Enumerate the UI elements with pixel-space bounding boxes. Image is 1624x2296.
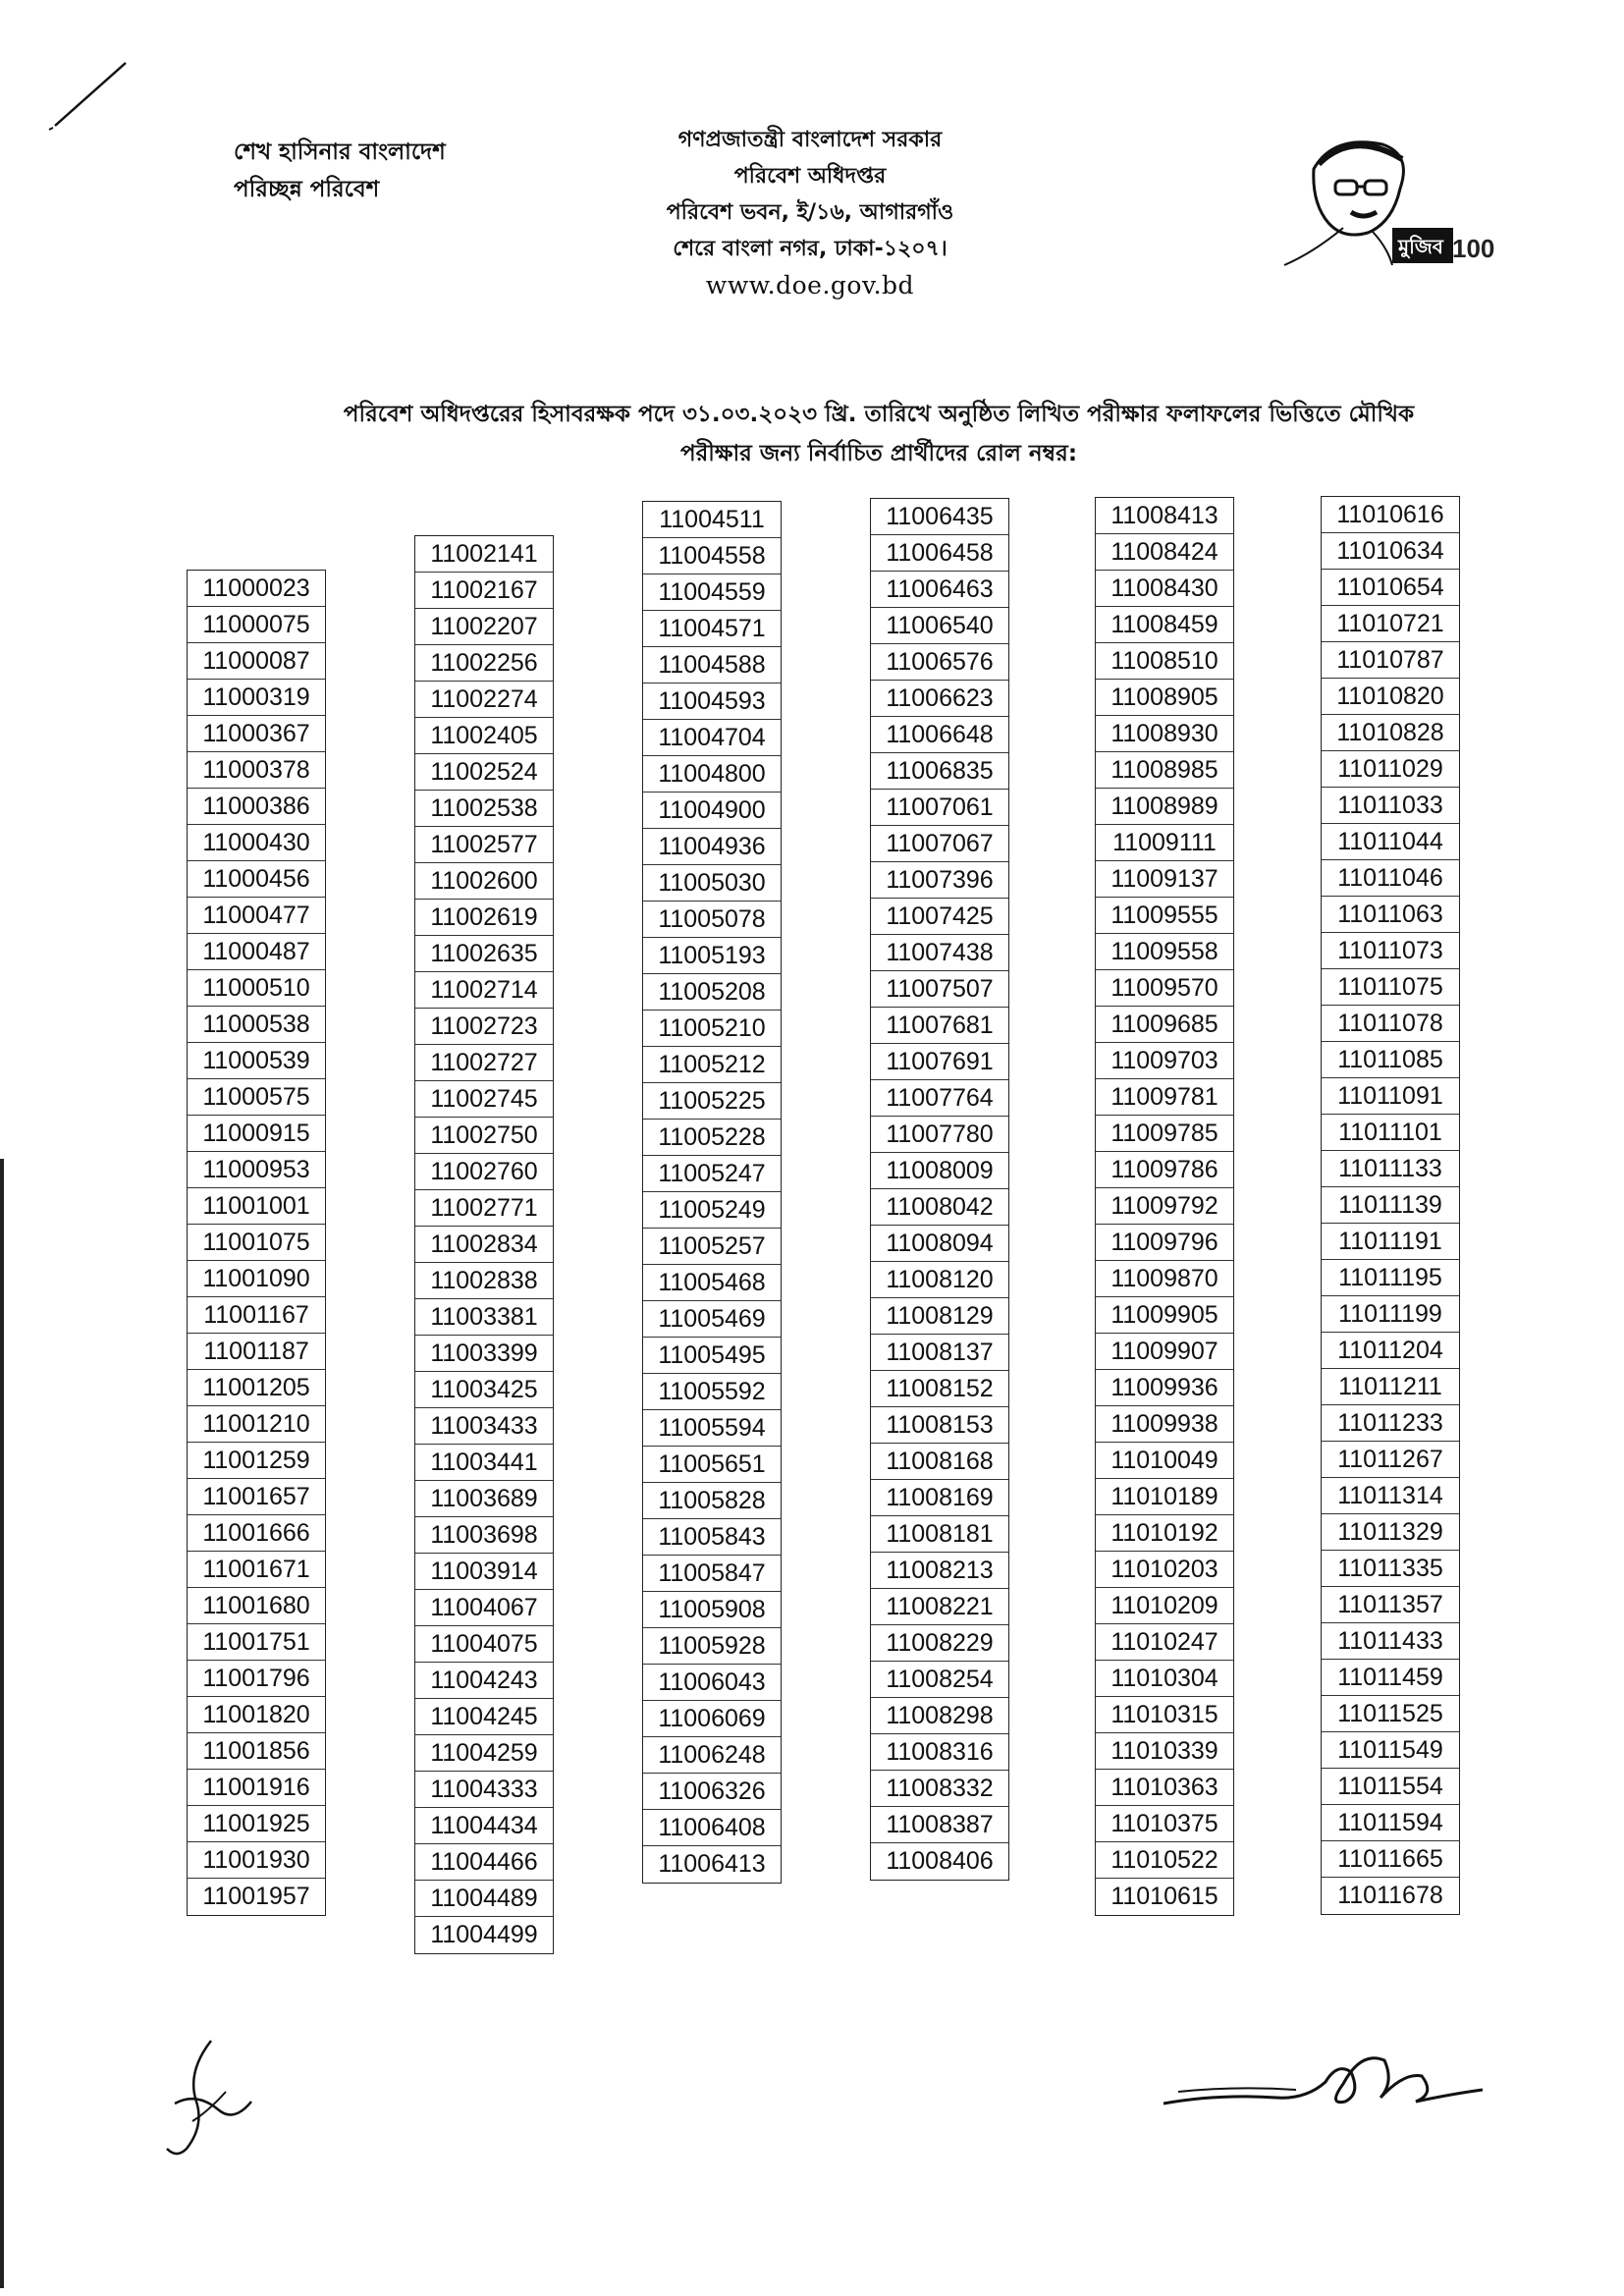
roll-number-cell: 11005651 — [643, 1447, 781, 1483]
roll-number-cell: 11008298 — [871, 1698, 1008, 1734]
roll-number-cell: 11009685 — [1096, 1007, 1233, 1043]
roll-number-cell: 11005495 — [643, 1338, 781, 1374]
roll-number-cell: 11001187 — [188, 1334, 325, 1370]
roll-number-cell: 11011329 — [1322, 1514, 1459, 1551]
roll-number-cell: 11004704 — [643, 720, 781, 756]
roll-number-cell: 11005249 — [643, 1192, 781, 1229]
roll-number-cell: 11011233 — [1322, 1405, 1459, 1442]
roll-number-cell: 11008153 — [871, 1407, 1008, 1444]
roll-number-cell: 11006576 — [871, 644, 1008, 681]
roll-number-cell: 11006248 — [643, 1737, 781, 1774]
roll-column-5 — [1095, 497, 1234, 1916]
roll-number-cell: 11011554 — [1322, 1769, 1459, 1805]
roll-number-cell: 11011046 — [1322, 860, 1459, 897]
roll-number-cell: 11010209 — [1096, 1588, 1233, 1624]
roll-number-cell: 11002750 — [415, 1118, 553, 1154]
roll-number-cell: 11004936 — [643, 829, 781, 865]
roll-number-cell: 11010654 — [1322, 570, 1459, 606]
roll-number-cell: 11010634 — [1322, 533, 1459, 570]
roll-number-cell: 11005928 — [643, 1628, 781, 1665]
roll-number-cell: 11001820 — [188, 1697, 325, 1733]
roll-number-cell: 11002524 — [415, 754, 553, 791]
roll-number-cell: 11002727 — [415, 1045, 553, 1081]
roll-number-cell: 11011091 — [1322, 1078, 1459, 1115]
roll-number-cell: 11004075 — [415, 1626, 553, 1663]
roll-number-cell: 11004434 — [415, 1808, 553, 1844]
roll-number-cell: 11003381 — [415, 1299, 553, 1336]
roll-number-cell: 11009786 — [1096, 1152, 1233, 1188]
roll-number-cell: 11007396 — [871, 862, 1008, 899]
roll-number-cell: 11010616 — [1322, 497, 1459, 533]
mujib-100-logo — [1274, 130, 1495, 267]
roll-number-cell: 11002538 — [415, 791, 553, 827]
roll-number-cell: 11011073 — [1322, 933, 1459, 969]
roll-number-cell: 11011195 — [1322, 1260, 1459, 1296]
roll-number-cell: 11001075 — [188, 1225, 325, 1261]
roll-number-cell: 11009938 — [1096, 1406, 1233, 1443]
roll-number-cell: 11010339 — [1096, 1733, 1233, 1770]
roll-number-cell: 11004511 — [643, 502, 781, 538]
roll-number-cell: 11006069 — [643, 1701, 781, 1737]
roll-number-cell: 11008316 — [871, 1734, 1008, 1771]
roll-number-cell: 11007764 — [871, 1080, 1008, 1117]
roll-number-cell: 11002745 — [415, 1081, 553, 1118]
roll-number-cell: 11011101 — [1322, 1115, 1459, 1151]
roll-number-cell: 11010304 — [1096, 1661, 1233, 1697]
roll-number-cell: 11004558 — [643, 538, 781, 574]
roll-number-cell: 11011033 — [1322, 788, 1459, 824]
roll-number-cell: 11000378 — [188, 752, 325, 789]
roll-number-cell: 11006043 — [643, 1665, 781, 1701]
roll-number-cell: 11005225 — [643, 1083, 781, 1120]
slogan — [234, 134, 446, 208]
roll-number-cell: 11008213 — [871, 1553, 1008, 1589]
roll-number-cell: 11003689 — [415, 1481, 553, 1517]
roll-number-cell: 11009555 — [1096, 898, 1233, 934]
roll-number-cell: 11008168 — [871, 1444, 1008, 1480]
roll-number-cell: 11003441 — [415, 1445, 553, 1481]
roll-number-cell: 11009558 — [1096, 934, 1233, 970]
roll-number-cell: 11011665 — [1322, 1841, 1459, 1878]
roll-number-cell: 11002834 — [415, 1227, 553, 1263]
roll-number-cell: 11004900 — [643, 793, 781, 829]
roll-number-cell: 11008254 — [871, 1662, 1008, 1698]
roll-number-cell: 11001210 — [188, 1406, 325, 1443]
roll-number-cell: 11011204 — [1322, 1333, 1459, 1369]
roll-number-cell: 11008406 — [886, 1847, 994, 1875]
roll-number-cell: 11001957 — [202, 1883, 310, 1910]
roll-number-cell: 11004466 — [415, 1844, 553, 1881]
roll-number-cell: 11001167 — [188, 1297, 325, 1334]
slogan-line-2: পরিচ্ছন্ন পরিবেশ — [234, 177, 380, 202]
roll-number-cell: 11011085 — [1322, 1042, 1459, 1078]
roll-number-cell: 11000075 — [188, 607, 325, 643]
roll-column-6 — [1321, 496, 1460, 1915]
roll-number-cell: 11011133 — [1322, 1151, 1459, 1187]
roll-number-cell: 11000539 — [188, 1043, 325, 1079]
roll-number-cell: 11010049 — [1096, 1443, 1233, 1479]
address-line-2: শেরে বাংলা নগর, ঢাকা-১২০৭। — [673, 237, 947, 261]
roll-number-cell: 11010828 — [1322, 715, 1459, 751]
roll-number-cell: 11011078 — [1322, 1006, 1459, 1042]
roll-number-cell: 11006463 — [871, 572, 1008, 608]
roll-number-cell: 11011678 — [1337, 1882, 1443, 1909]
roll-number-cell: 11000367 — [188, 716, 325, 752]
roll-number-cell: 11004489 — [415, 1881, 553, 1917]
roll-column-3 — [642, 501, 782, 1884]
roll-number-cell: 11005193 — [643, 938, 781, 974]
roll-number-cell: 11003425 — [415, 1372, 553, 1408]
roll-number-cell: 11010615 — [1110, 1883, 1218, 1910]
roll-number-cell: 11005208 — [643, 974, 781, 1011]
roll-number-cell: 11008120 — [871, 1262, 1008, 1298]
roll-number-cell: 11005468 — [643, 1265, 781, 1301]
roll-number-cell: 11006648 — [871, 717, 1008, 753]
roll-number-cell: 11004559 — [643, 574, 781, 611]
roll-number-cell: 11009905 — [1096, 1297, 1233, 1334]
roll-number-cell: 11000456 — [188, 861, 325, 898]
roll-number-cell: 11005030 — [643, 865, 781, 902]
roll-number-cell: 11000575 — [188, 1079, 325, 1116]
roll-number-cell: 11010721 — [1322, 606, 1459, 642]
logo-text: মুজিব — [1398, 235, 1443, 258]
roll-number-cell: 11005828 — [643, 1483, 781, 1519]
roll-number-cell: 11000477 — [188, 898, 325, 934]
roll-number-cell: 11008152 — [871, 1371, 1008, 1407]
roll-number-cell: 11004499 — [430, 1921, 538, 1948]
roll-number-cell: 11001680 — [188, 1588, 325, 1624]
roll-number-cell: 11008459 — [1096, 607, 1233, 643]
roll-number-cell: 11011335 — [1322, 1551, 1459, 1587]
roll-number-cell: 11000510 — [188, 970, 325, 1007]
roll-column-4 — [870, 498, 1009, 1881]
roll-number-cell: 11003399 — [415, 1336, 553, 1372]
roll-number-cell: 11001205 — [188, 1370, 325, 1406]
roll-number-cell: 11004259 — [415, 1735, 553, 1772]
roll-number-cell: 11009570 — [1096, 970, 1233, 1007]
roll-number-cell: 11000023 — [188, 571, 325, 607]
roll-number-cell: 11011211 — [1322, 1369, 1459, 1405]
roll-number-cell: 11011199 — [1322, 1296, 1459, 1333]
roll-number-cell: 11011267 — [1322, 1442, 1459, 1478]
roll-number-cell: 11002167 — [415, 573, 553, 609]
roll-number-cell: 11001657 — [188, 1479, 325, 1515]
roll-number-cell: 11001796 — [188, 1661, 325, 1697]
roll-number-cell: 11008985 — [1096, 752, 1233, 789]
government-letterhead — [579, 122, 1041, 303]
roll-number-cell: 11000953 — [188, 1152, 325, 1188]
roll-number-cell: 11004588 — [643, 647, 781, 683]
roll-number-cell: 11008221 — [871, 1589, 1008, 1625]
roll-number-cell: 11001671 — [188, 1552, 325, 1588]
roll-number-cell: 11002141 — [415, 536, 553, 573]
roll-number-cell: 11011063 — [1322, 897, 1459, 933]
roll-number-cell: 11005228 — [643, 1120, 781, 1156]
roll-number-cell: 11011139 — [1322, 1187, 1459, 1224]
roll-number-cell: 11008137 — [871, 1335, 1008, 1371]
roll-number-cell: 11005592 — [643, 1374, 781, 1410]
roll-number-cell: 11008181 — [871, 1516, 1008, 1553]
roll-number-cell: 11009785 — [1096, 1116, 1233, 1152]
roll-number-cell: 11009111 — [1096, 825, 1233, 861]
address-line-1: পরিবেশ ভবন, ই/১৬, আগারগাঁও — [666, 200, 954, 225]
roll-number-cell: 11005247 — [643, 1156, 781, 1192]
roll-number-cell: 11010247 — [1096, 1624, 1233, 1661]
roll-number-cell: 11008430 — [1096, 571, 1233, 607]
roll-number-cell: 11010522 — [1096, 1842, 1233, 1879]
roll-number-cell: 11004333 — [415, 1772, 553, 1808]
roll-number-cell: 11002274 — [415, 682, 553, 718]
roll-number-cell: 11006408 — [643, 1810, 781, 1846]
roll-number-cell: 11006435 — [871, 499, 1008, 535]
signature-left — [157, 2033, 265, 2160]
roll-number-cell: 11002723 — [415, 1009, 553, 1045]
roll-number-cell: 11010315 — [1096, 1697, 1233, 1733]
roll-number-cell: 11009936 — [1096, 1370, 1233, 1406]
roll-number-cell: 11002619 — [415, 900, 553, 936]
roll-number-cell: 11005212 — [643, 1047, 781, 1083]
roll-number-cell: 11006326 — [643, 1774, 781, 1810]
roll-number-cell: 11001666 — [188, 1515, 325, 1552]
roll-number-cell: 11011075 — [1322, 969, 1459, 1006]
roll-number-cell: 11006413 — [658, 1850, 766, 1878]
roll-number-cell: 11005210 — [643, 1011, 781, 1047]
roll-number-cell: 11007681 — [871, 1008, 1008, 1044]
roll-number-cell: 11006623 — [871, 681, 1008, 717]
roll-number-cell: 11008989 — [1096, 789, 1233, 825]
roll-number-cell: 11002771 — [415, 1190, 553, 1227]
roll-number-cell: 11008413 — [1096, 498, 1233, 534]
roll-number-cell: 11010192 — [1096, 1515, 1233, 1552]
roll-number-cell: 11002714 — [415, 972, 553, 1009]
roll-number-cell: 11002405 — [415, 718, 553, 754]
roll-number-cell: 11011594 — [1322, 1805, 1459, 1841]
logo-number: 100 — [1452, 234, 1495, 263]
roll-number-cell: 11008387 — [871, 1807, 1008, 1843]
roll-number-cell: 11008169 — [871, 1480, 1008, 1516]
roll-number-cell: 11008042 — [871, 1189, 1008, 1226]
roll-number-cell: 11000538 — [188, 1007, 325, 1043]
roll-number-cell: 11011459 — [1322, 1660, 1459, 1696]
roll-number-cell: 11005847 — [643, 1556, 781, 1592]
roll-number-cell: 11002635 — [415, 936, 553, 972]
roll-number-cell: 11002256 — [415, 645, 553, 682]
roll-number-cell: 11008332 — [871, 1771, 1008, 1807]
notice-heading — [275, 395, 1483, 473]
roll-number-cell: 11006458 — [871, 535, 1008, 572]
roll-number-cell: 11010820 — [1322, 679, 1459, 715]
roll-number-cell: 11007507 — [871, 971, 1008, 1008]
roll-number-cell: 11000386 — [188, 789, 325, 825]
roll-number-cell: 11009781 — [1096, 1079, 1233, 1116]
roll-number-cell: 11007067 — [871, 826, 1008, 862]
roll-number-cell: 11003914 — [415, 1554, 553, 1590]
roll-number-cell: 11009703 — [1096, 1043, 1233, 1079]
roll-number-cell: 11002577 — [415, 827, 553, 863]
roll-number-cell: 11001090 — [188, 1261, 325, 1297]
roll-number-cell: 11008905 — [1096, 680, 1233, 716]
roll-number-cell: 11011549 — [1322, 1732, 1459, 1769]
roll-number-cell: 11006540 — [871, 608, 1008, 644]
roll-number-cell: 11001001 — [188, 1188, 325, 1225]
roll-number-cell: 11009796 — [1096, 1225, 1233, 1261]
roll-number-cell: 11001751 — [188, 1624, 325, 1661]
roll-number-cell: 11009792 — [1096, 1188, 1233, 1225]
roll-number-cell: 11007061 — [871, 790, 1008, 826]
roll-number-cell: 11007691 — [871, 1044, 1008, 1080]
roll-number-cell: 11000915 — [188, 1116, 325, 1152]
roll-number-cell: 11008930 — [1096, 716, 1233, 752]
notice-line-2: পরীক্ষার জন্য নির্বাচিত প্রার্থীদের রোল নম্বর: — [679, 441, 1078, 466]
roll-number-cell: 11005843 — [643, 1519, 781, 1556]
notice-line-1: পরিবেশ অধিদপ্তরের হিসাবরক্ষক পদে ৩১.০৩.২০২৩ খ্রি. তারিখে অনুষ্ঠিত লিখিত পরীক্ষার ফলাফলের ভিত্তিতে মৌখিক — [343, 402, 1415, 427]
roll-number-cell: 11003698 — [415, 1517, 553, 1554]
roll-number-cell: 11004571 — [643, 611, 781, 647]
roll-number-cell: 11005078 — [643, 902, 781, 938]
government-name: গণপ্রজাতন্ত্রী বাংলাদেশ সরকার — [677, 128, 943, 152]
roll-number-cell: 11011525 — [1322, 1696, 1459, 1732]
roll-number-cell: 11011314 — [1322, 1478, 1459, 1514]
roll-number-cell: 11002760 — [415, 1154, 553, 1190]
slogan-line-1: শেখ হাসিনার বাংলাদেশ — [234, 139, 446, 165]
roll-number-cell: 11011357 — [1322, 1587, 1459, 1623]
roll-number-cell: 11009907 — [1096, 1334, 1233, 1370]
roll-number-cell: 11009870 — [1096, 1261, 1233, 1297]
roll-number-cell: 11004245 — [415, 1699, 553, 1735]
roll-number-cell: 11008229 — [871, 1625, 1008, 1662]
roll-number-cell: 11005469 — [643, 1301, 781, 1338]
roll-number-cell: 11008424 — [1096, 534, 1233, 571]
roll-number-cell: 11011433 — [1322, 1623, 1459, 1660]
roll-number-cell: 11010375 — [1096, 1806, 1233, 1842]
roll-number-cell: 11011029 — [1322, 751, 1459, 788]
roll-number-cell: 11004593 — [643, 683, 781, 720]
roll-number-cell: 11004243 — [415, 1663, 553, 1699]
roll-number-cell: 11002600 — [415, 863, 553, 900]
signature-right — [1159, 2033, 1492, 2121]
roll-number-cell: 11001259 — [188, 1443, 325, 1479]
roll-number-cell: 11007425 — [871, 899, 1008, 935]
roll-number-cell: 11011044 — [1322, 824, 1459, 860]
roll-column-2 — [414, 535, 554, 1954]
roll-number-cell: 11005908 — [643, 1592, 781, 1628]
roll-number-cell: 11000319 — [188, 680, 325, 716]
website-link[interactable]: www.doe.gov.bd — [705, 271, 915, 300]
roll-number-cell: 11010189 — [1096, 1479, 1233, 1515]
roll-number-cell: 11009137 — [1096, 861, 1233, 898]
roll-number-cell: 11000487 — [188, 934, 325, 970]
roll-number-cell: 11005257 — [643, 1229, 781, 1265]
roll-number-cell: 11010787 — [1322, 642, 1459, 679]
roll-number-cell: 11006835 — [871, 753, 1008, 790]
roll-number-cell: 11001930 — [188, 1842, 325, 1879]
roll-number-cell: 11010363 — [1096, 1770, 1233, 1806]
scan-page-edge — [0, 1159, 4, 2288]
roll-number-cell: 11005594 — [643, 1410, 781, 1447]
roll-number-cell: 11002838 — [415, 1263, 553, 1299]
roll-number-cell: 11003433 — [415, 1408, 553, 1445]
roll-number-cell: 11011191 — [1322, 1224, 1459, 1260]
roll-number-cell: 11007780 — [871, 1117, 1008, 1153]
roll-number-cell: 11001925 — [188, 1806, 325, 1842]
corner-pen-mark — [47, 57, 135, 136]
roll-number-cell: 11000087 — [188, 643, 325, 680]
roll-column-1 — [187, 570, 326, 1916]
roll-number-cell: 11000430 — [188, 825, 325, 861]
roll-number-cell: 11010203 — [1096, 1552, 1233, 1588]
roll-number-cell: 11007438 — [871, 935, 1008, 971]
department-name: পরিবেশ অধিদপ্তর — [733, 164, 887, 189]
roll-number-cell: 11001916 — [188, 1770, 325, 1806]
roll-number-cell: 11008009 — [871, 1153, 1008, 1189]
roll-number-cell: 11002207 — [415, 609, 553, 645]
roll-number-cell: 11008129 — [871, 1298, 1008, 1335]
roll-number-cell: 11004067 — [415, 1590, 553, 1626]
roll-number-cell: 11004800 — [643, 756, 781, 793]
roll-number-cell: 11008510 — [1096, 643, 1233, 680]
roll-number-cell: 11001856 — [188, 1733, 325, 1770]
roll-number-cell: 11008094 — [871, 1226, 1008, 1262]
